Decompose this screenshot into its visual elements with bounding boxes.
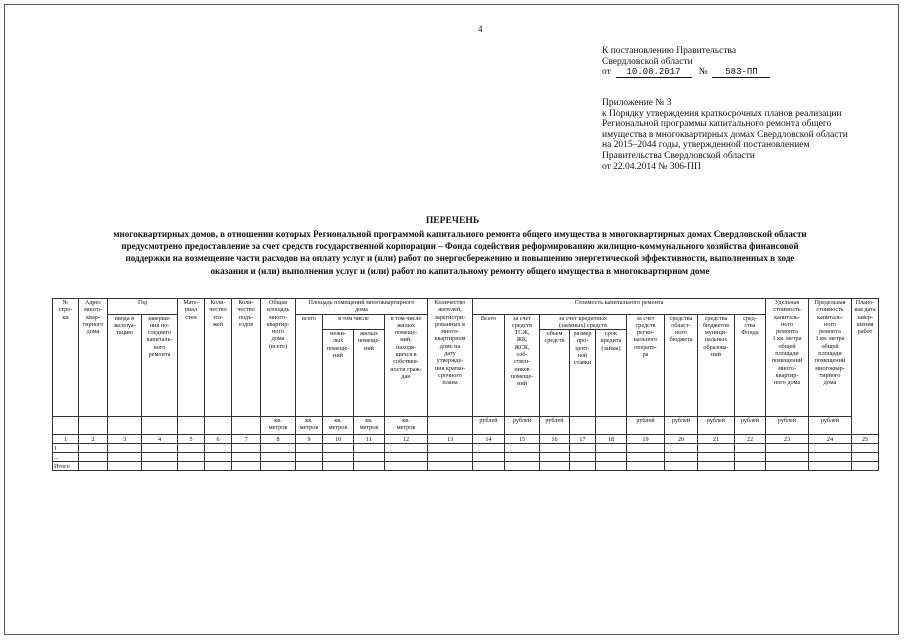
column-number: 13 [428, 435, 473, 444]
column-number: 8 [261, 435, 296, 444]
number-prefix: № [698, 67, 708, 78]
table-cell [323, 453, 354, 462]
column-number: 19 [627, 435, 665, 444]
unit-cell [570, 417, 596, 435]
table-cell [79, 453, 108, 462]
table-cell [627, 453, 665, 462]
table-cell [261, 444, 296, 453]
decree-line-1: К постановлению Правительства [602, 46, 737, 56]
table-cell [809, 444, 852, 453]
table-cell [570, 453, 596, 462]
appendix-line-4: имущества в многоквартирных домах Свердловской области [602, 129, 848, 140]
header-regional-operator: за счет средств регио- нального операто- ра [627, 314, 665, 417]
header-area-total: всего [296, 314, 323, 417]
table-cell [385, 453, 428, 462]
table-cell [852, 453, 879, 462]
header-total-area: Общая площадь много- квартир- ного дома (всего) [261, 299, 296, 417]
column-number: 7 [232, 435, 261, 444]
header-regional-budget: средства област- ного бюджета [665, 314, 698, 417]
table-cell [665, 444, 698, 453]
appendix-line-6: Правительства Свердловской области [602, 150, 755, 161]
table-cell [142, 462, 178, 471]
column-number: 21 [698, 435, 735, 444]
document-subtitle [60, 228, 860, 277]
table-cell [79, 462, 108, 471]
table-cell [385, 462, 428, 471]
header-fund-means: сред- ства Фонда [735, 314, 766, 417]
table-row-total [53, 462, 879, 471]
table-cell [809, 453, 852, 462]
table-cell [323, 462, 354, 471]
header-credit-term: срок кредита (займа) [596, 330, 627, 417]
unit-cell [428, 417, 473, 435]
unit-rubles: рублей [473, 417, 505, 435]
table-cell [540, 462, 570, 471]
decree-line-2: Свердловской области [602, 56, 693, 67]
subtitle-line-4: оказания и (или) выполнения услуг и (или) работ по капитальному ремонту общего имущества в многоквартирном доме [210, 265, 710, 276]
unit-rubles: рублей [698, 417, 735, 435]
column-number: 4 [142, 435, 178, 444]
header-area-including: в том числе [323, 314, 385, 330]
subtitle-line-1: многоквартирных домов, в отношении которых Региональной программой капитального ремонта общего имущества в многоквартирных домах Свердловской области [113, 229, 807, 239]
unit-sq-m: кв. метров [296, 417, 323, 435]
column-number: 20 [665, 435, 698, 444]
appendix-header [602, 98, 848, 172]
unit-rubles: рублей [809, 417, 852, 435]
table-cell [852, 444, 879, 453]
table-cell [698, 453, 735, 462]
header-row-number: № стро- ки [53, 299, 79, 417]
header-last-repair-year: заверше- ния по- следнего капиталь- ного ремонта [142, 314, 178, 417]
appendix-line-3: Региональной программы капитального ремонта общего [602, 119, 832, 130]
header-municipal-budgets: средства бюджетов муници- пальных образова- ний [698, 314, 735, 417]
table-cell [108, 462, 142, 471]
appendix-line-1: Приложение № 3 [602, 98, 672, 108]
table-cell [79, 444, 108, 453]
header-planned-date: Плано- вая дата завер- шения работ [852, 299, 879, 435]
table-cell [505, 453, 540, 462]
column-number: 9 [296, 435, 323, 444]
unit-sq-m: кв. метров [261, 417, 296, 435]
table-cell [205, 453, 232, 462]
column-number: 14 [473, 435, 505, 444]
table-cell [473, 453, 505, 462]
column-number: 17 [570, 435, 596, 444]
table-cell [665, 453, 698, 462]
table-cell [261, 453, 296, 462]
table-cell [473, 462, 505, 471]
table-cell [428, 444, 473, 453]
table-cell [766, 444, 809, 453]
decree-number: 583-ПП [712, 68, 770, 78]
table-cell [178, 453, 205, 462]
column-number: 2 [79, 435, 108, 444]
header-cost-total: Всего [473, 314, 505, 417]
column-number: 10 [323, 435, 354, 444]
table-cell [735, 444, 766, 453]
unit-cell [142, 417, 178, 435]
column-number: 5 [178, 435, 205, 444]
table-cell [809, 462, 852, 471]
unit-sq-m: кв. метров [323, 417, 354, 435]
table-cell [852, 462, 879, 471]
header-credit-volume: объем средств [540, 330, 570, 417]
table-cell [296, 462, 323, 471]
column-number: 22 [735, 435, 766, 444]
table-cell [570, 444, 596, 453]
unit-sq-m: кв. метров [354, 417, 385, 435]
column-number: 25 [852, 435, 879, 444]
table-cell [205, 462, 232, 471]
column-number: 15 [505, 435, 540, 444]
unit-rubles: рублей [766, 417, 809, 435]
header-owned-residential: в том числе жилых помеще- ний, находя- щихся в собствен- ности граж- дан [385, 314, 428, 417]
unit-cell [205, 417, 232, 435]
decree-header [602, 46, 770, 78]
header-owners-funds: за счет средств ТСЖ, ЖК, ЖСК, соб- ствен- ников помеще- ний [505, 314, 540, 417]
table-cell [108, 453, 142, 462]
unit-rubles: рублей [505, 417, 540, 435]
table-cell [296, 444, 323, 453]
header-floors: Коли- чество эта- жей [205, 299, 232, 417]
table-cell [354, 462, 385, 471]
header-repair-cost: Стоимость капитального ремонта [473, 299, 766, 315]
table-cell [354, 444, 385, 453]
column-number: 3 [108, 435, 142, 444]
table-cell [627, 444, 665, 453]
table-cell [473, 444, 505, 453]
table-cell [232, 444, 261, 453]
subtitle-line-3: поддержки на возмещение части расходов на оплату услуг и (или) работ по энергосбережению и повышению энергетической эффективности, выполненных в ходе [125, 253, 795, 264]
page-number: 4 [478, 24, 483, 34]
date-prefix: от [602, 67, 611, 78]
unit-rubles: рублей [627, 417, 665, 435]
unit-sq-m: кв. метров [385, 417, 428, 435]
unit-cell [232, 417, 261, 435]
table-cell [627, 462, 665, 471]
decree-date: 10.08.2017 [616, 68, 692, 78]
unit-rubles: рублей [540, 417, 570, 435]
column-number: 23 [766, 435, 809, 444]
table-cell [142, 453, 178, 462]
table-cell [766, 453, 809, 462]
table-cell [698, 444, 735, 453]
appendix-line-2: к Порядку утверждения краткосрочных планов реализации [602, 108, 842, 119]
table-cell [596, 444, 627, 453]
table-cell [596, 462, 627, 471]
column-number: 1 [53, 435, 79, 444]
table-cell [296, 453, 323, 462]
header-nonresidential: нежи- лых помеще- ний [323, 330, 354, 417]
document-title: ПЕРЕЧЕНЬ [425, 215, 480, 226]
table-cell [698, 462, 735, 471]
table-cell [428, 462, 473, 471]
unit-cell [79, 417, 108, 435]
header-wall-material: Мате- риал стен [178, 299, 205, 417]
table-cell [142, 444, 178, 453]
table-cell [735, 462, 766, 471]
table-cell [232, 462, 261, 471]
row-label-total: Итого [53, 462, 79, 471]
header-entrances: Коли- чество подъ- ездов [232, 299, 261, 417]
unit-cell [53, 417, 79, 435]
header-address: Адрес много- квар- тирного дома [79, 299, 108, 417]
table-cell [323, 444, 354, 453]
column-number: 12 [385, 435, 428, 444]
column-number: 16 [540, 435, 570, 444]
buildings-table [52, 298, 879, 471]
table-cell [540, 453, 570, 462]
table-cell [108, 444, 142, 453]
unit-cell [108, 417, 142, 435]
column-number: 11 [354, 435, 385, 444]
table-cell [178, 462, 205, 471]
table-cell [505, 462, 540, 471]
table-cell [261, 462, 296, 471]
table-cell [205, 444, 232, 453]
table-cell [570, 462, 596, 471]
table-cell [354, 453, 385, 462]
column-number: 6 [205, 435, 232, 444]
appendix-line-5: на 2015–2044 годы, утвержденной постановлением [602, 140, 810, 151]
row-label: ... [53, 453, 79, 462]
unit-cell [596, 417, 627, 435]
row-label: 1 [53, 444, 79, 453]
column-number: 24 [809, 435, 852, 444]
decree-date-line [602, 67, 770, 78]
header-year: Год [108, 299, 178, 315]
table-cell [178, 444, 205, 453]
header-interest-rate: размер про- цент- ной ставки [570, 330, 596, 417]
header-residents: Количество жителей, зарегистри- рованных в много- квартирном доме на дату утвержде- ния кратко- срочного плана [428, 299, 473, 417]
table-cell [665, 462, 698, 471]
header-max-unit-cost: Предельная стоимость капиталь- ного ремонта 1 кв. метра общей площади помещений многоквар- тирного дома [809, 299, 852, 417]
header-credit-funds: за счет кредитных (заемных) средств [540, 314, 627, 330]
table-cell [385, 444, 428, 453]
unit-rubles: рублей [735, 417, 766, 435]
header-commissioning-year: ввода в эксплуа- тацию [108, 314, 142, 417]
appendix-line-7: от 22.04.2014 № 306-ПП [602, 161, 701, 172]
table-cell [735, 453, 766, 462]
table-row [53, 453, 879, 462]
column-number: 18 [596, 435, 627, 444]
table-cell [766, 462, 809, 471]
header-unit-cost: Удельная стоимость капиталь- ного ремонта 1 кв. метра общей площади помещений много- квартир- ного дома [766, 299, 809, 417]
header-premises-area: Площадь помещений многоквартирного дома [296, 299, 428, 315]
subtitle-line-2: предусмотрено предоставление за счет средств государственной корпорации – Фонда содействия реформированию жилищно-коммунального хозяйства финансовой [121, 241, 799, 252]
table-row [53, 444, 879, 453]
table-cell [232, 453, 261, 462]
table-cell [540, 444, 570, 453]
unit-cell [178, 417, 205, 435]
table-cell [596, 453, 627, 462]
header-residential: жилых помеще- ний [354, 330, 385, 417]
table-cell [428, 453, 473, 462]
unit-rubles: рублей [665, 417, 698, 435]
table-cell [505, 444, 540, 453]
